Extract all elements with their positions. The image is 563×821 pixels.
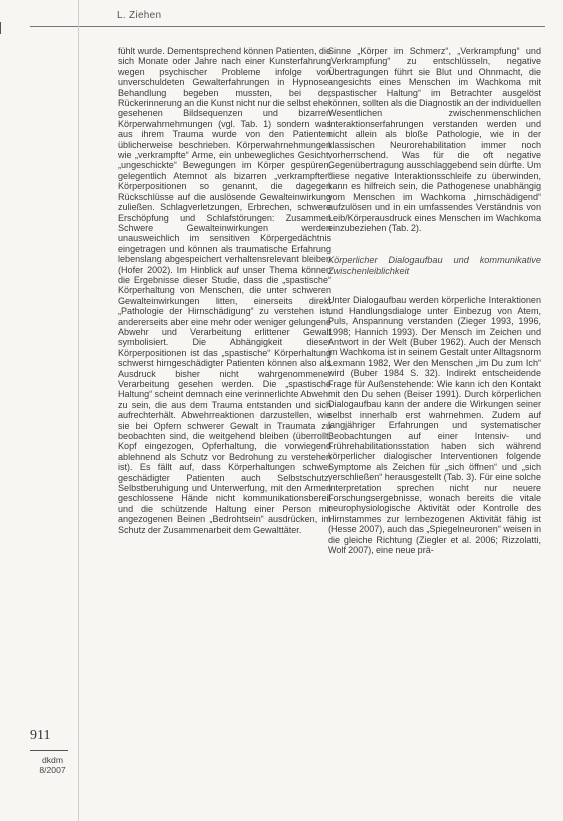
page-margin-line <box>78 0 79 821</box>
left-column <box>118 46 331 535</box>
header-rule <box>30 26 545 27</box>
section-heading: Körperlicher Dialogaufbau und kommunikative Zwischenleiblichkeit <box>328 255 541 277</box>
crop-mark <box>0 22 11 34</box>
body-text: Unter Dialogaufbau werden körperliche Interaktionen und Handlungsdialoge unter Einbezug von Atem, Puls, Anspannung verstanden (Zieger 1993, 1996, 1998; Hannich 1993). Der Mensch im Zeichen und Antwort in der Welt (Buber 1962). Auch der Mensch im Wachkoma ist in seinem Gestalt unter Alltagsnorm Lexmann 1982, Wer den Menschen „im Du zum Ich“ wird (Buber 1984 S. 32). Indirekt entscheidende Frage für Außenstehende: Wie kann ich den Kontakt mit den Du sehen (Beiser 1991). Durch körperlichen Dialogaufbau kann der andere die Wirkungen seiner selbst innerhalb erst wahrnehmen. Zudem auf langjähriger Erfahrungen und systematischer Beobachtungen auf einer Intensiv- und Frührehabilitationsstation haben sich während körperlicher dialogischer Interventionen folgende Symptome als Zeichen für „sich öffnen“ und „sich verschließen“ herausgestellt (Tab. 3). Für eine solche Interpretation sprechen nicht nur neuere Forschungsergebnisse, wonach bereits die vitale neurophysiologische Aktivität oder Kontrolle des Hirnstammes zur lernbezogenen Aktivität fähig ist (Hesse 2007), auch das „Spiegelneuronen“ weisen in die gleiche Richtung (Ziegler et al. 2006; Rizzolatti, Wolf 2007), eine neue prä- <box>328 295 541 556</box>
body-text: fühlt wurde. Dementsprechend können Patienten, die sich Monate oder Jahre nach einer Kunsterfahrung wegen psychischer Probleme infolge von unverschuldeten Gewalterfahrungen in Hypnose-Behandlung begeben mussten, bei der Rückerinnerung an die Kunst nicht nur die selbst eher gesehenen Bildsequenzen und bizarren Körperwahrnehmungen (vgl. Tab. 1) sondern was aus ihrem Trauma wurde von den Patienten üblicherweise beschrieben. Körperwahrnehmungen wie „verkrampfte“ Arme, ein unbewegliches Gesicht, „ungeschickte“ Bewegungen im Körper gespüren, gelegentlich Atemnot als bizarren „verkrampfter“ Körperpositionen so genannt, die dagegen Rückschlüsse auf die auslösende Gewalteinwirkung zuließen. Schlagverletzungen, Erbrechen, schwere Erschöpfung und Schlafstörungen: Zusammen Schwere Gewalteinwirkungen werden unausweichlich im sensitiven Körpergedächtnis eingetragen und können als traumatische Erfahrung lebenslang abgespeichert verhaltensrelevant bleiben (Hofer 2002). Im Hinblick auf unser Thema können die Ergebnisse dieser Studie, dass die „spastische“ Körperhaltung von Menschen, die unter schweren Gewalteinwirkungen litten, einerseits direkt „Pathologie der Hirnschädigung“ zu verstehen ist, andererseits aber eine mehr oder weniger gelungene Abwehr und Verarbeitung erlittener Gewalt symbolisiert. Die Abhängigkeit dieser Körperpositionen ist das „spastische“ Körperhaltung schwerst hirngeschädigter Patienten können also als Ausdruck bisher nicht wahrgenommener Verarbeitung gesehen werden. Die „spastische Haltung“ scheint demnach eine verinnerlichte Abwehr zu sein, die aus dem Trauma entstanden und sich aufrechterhält. Abwehrreaktionen darzustellen, wie sie bei Opfern schwerer Gewalt in Traumata zu beobachten sind, die weitgehend bleiben (überrollt, Kopf eingezogen, Opferhaltung, die vorwiegend ablehnend als Schutz vor Bedrohung zu verstehen ist). Es fällt auf, dass Körperhaltungen schwer geschädigter Patienten auch Selbstschutz, Selbstberuhigung und Unterwerfung, mit den Armen geschlossene Hände nicht kommunikationsbereit und die schützende Haltung einer Person mit angezogenen Beinen „Bedrohtsein“ ausdrücken, im Schutz der Zusammenarbeit dem Gewalttäter. <box>118 46 331 535</box>
right-column <box>328 46 541 555</box>
page-number: 911 <box>30 728 51 743</box>
journal-issue: 8/2007 <box>39 765 66 775</box>
journal-name: dkdm <box>41 755 63 765</box>
running-header: L. Ziehen <box>117 10 162 21</box>
footer-rule <box>30 750 68 751</box>
journal-info <box>30 755 75 775</box>
body-text: Sinne „Körper im Schmerz“, „Verkrampfung“ und „Verkrampfung“ zu entschlüsseln, negative Übertragungen führt sie Blut und Ohnmacht, die angesichts eines Menschen im Wachkoma mit „spastischer Haltung“ im Betrachter ausgelöst können, sollten als die Diagnostik an der individuellen Wesentlichen zwischenmenschlichen Interaktionserfahrungen verstanden werden und nicht allein als bloße Pathologie, wie in der klassischen Neurorehabilitation immer noch vorherrschend. Was für die oft negative Gegenübertragung ausschlaggebend sein dürfte. Um diese negative Interaktionsschleife zu überwinden, kann es hilfreich sein, die Pathogenese unabhängig vom Menschen im Wachkoma „hirnschädigend“ aufzulösen und in ein umfassendes Verständnis von Leib/Körperausdruck eines Menschen im Wachkoma einzubeziehen (Tab. 2). <box>328 46 541 233</box>
